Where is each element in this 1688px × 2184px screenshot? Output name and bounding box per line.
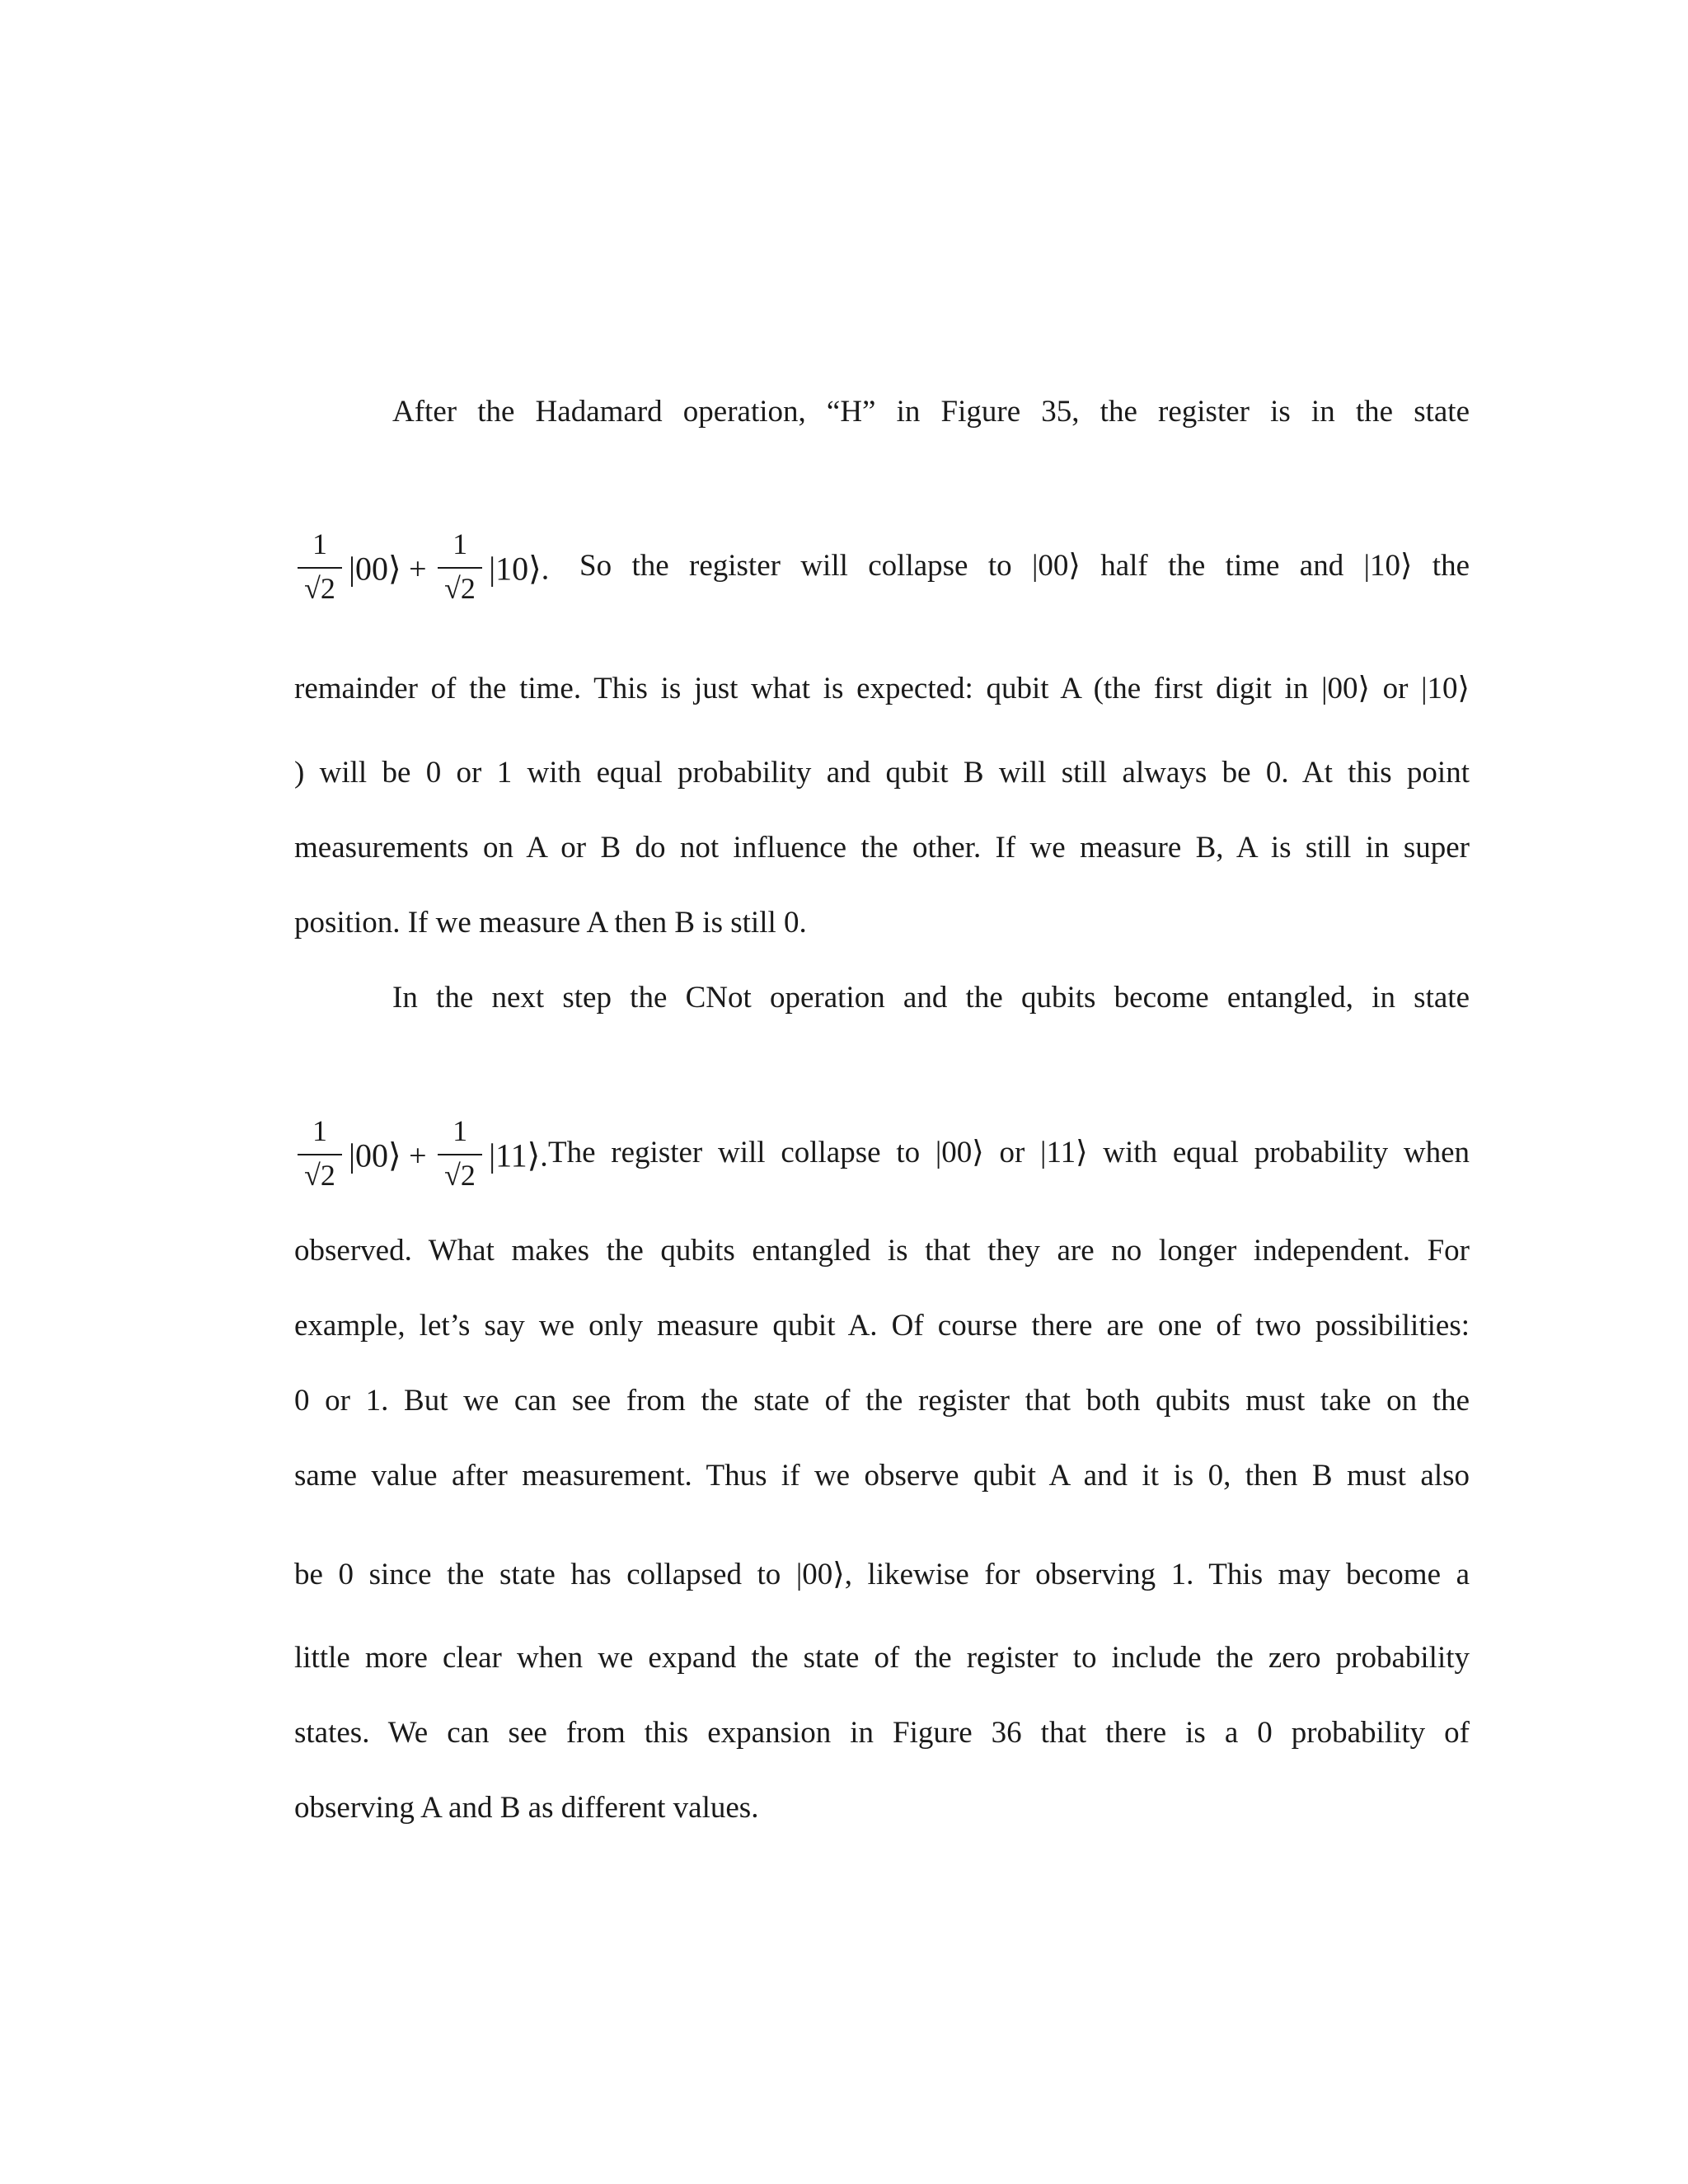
fraction: $\frac{1}{√2}$ (434, 527, 485, 610)
equation-1-line (294, 521, 1470, 612)
ket-00: |00⟩ (349, 550, 401, 588)
equation-2-line (294, 1108, 1470, 1198)
paragraph-2-line-1: In the next step the CNot operation and the qubits become entangled, in state (392, 981, 1470, 1015)
paragraph-2-line-10: observing A and B as different values. (294, 1791, 759, 1825)
paragraph-2-line-9: states. We can see from this expansion in Figure 36 that there is a 0 probability of (294, 1716, 1470, 1750)
paragraph-2-line-5: 0 or 1. But we can see from the state of the register that both qubits must take on the (294, 1384, 1470, 1418)
fraction: $\frac{1}{√2}$ (294, 527, 345, 610)
paragraph-1-line-2: So the register will collapse to |00⟩ half the time and |10⟩ the (579, 549, 1470, 583)
paragraph-2-line-3: observed. What makes the qubits entangled is that they are no longer independent. For (294, 1234, 1470, 1268)
ket-11: |11⟩ (489, 1137, 541, 1174)
paragraph-2-line-2: The register will collapse to |00⟩ or |11⟩ with equal probability when (548, 1136, 1470, 1169)
ket-10: |10⟩ (489, 550, 542, 588)
paragraph-2-line-7: be 0 since the state has collapsed to |00⟩, likewise for observing 1. This may become a (294, 1558, 1470, 1591)
paragraph-1-line-6: position. If we measure A then B is still 0. (294, 906, 807, 940)
paragraph-1-line-4: ) will be 0 or 1 with equal probability and qubit B will still always be 0. At this point (294, 756, 1470, 790)
ket-00: |00⟩ (349, 1137, 401, 1174)
paragraph-1-line-5: measurements on A or B do not influence the other. If we measure B, A is still in super (294, 831, 1470, 865)
paragraph-2-line-8: little more clear when we expand the state of the register to include the zero probability (294, 1641, 1470, 1675)
paragraph-2-line-6: same value after measurement. Thus if we observe qubit A and it is 0, then B must also (294, 1459, 1470, 1493)
equation-1: $\frac{1}{√2}$ |00⟩ + $\frac{1}{√2}$ |10⟩. (294, 521, 549, 612)
plus-sign: + (409, 1138, 427, 1174)
paragraph-1-line-3: remainder of the time. This is just what is expected: qubit A (the first digit in |00⟩ or |10⟩ (294, 672, 1470, 705)
fraction: $\frac{1}{√2}$ (434, 1114, 485, 1197)
paragraph-2-line-4: example, let’s say we only measure qubit A. Of course there are one of two possibilities: (294, 1309, 1470, 1343)
equation-2: $\frac{1}{√2}$ |00⟩ + $\frac{1}{√2}$ |11⟩. (294, 1108, 548, 1198)
paragraph-1-line-1: After the Hadamard operation, “H” in Figure 35, the register is in the state (392, 395, 1470, 429)
fraction: $\frac{1}{√2}$ (294, 1114, 345, 1197)
plus-sign: + (409, 551, 427, 587)
